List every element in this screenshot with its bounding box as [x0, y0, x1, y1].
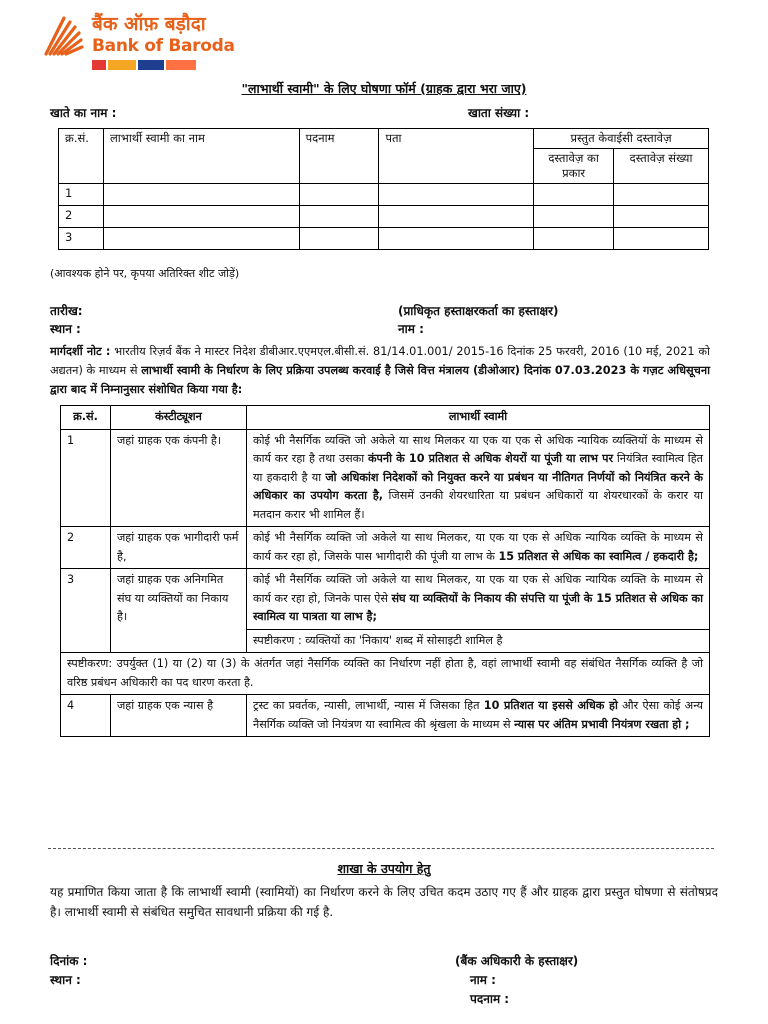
row-number: 1: [59, 184, 104, 206]
constitution-cell: जहां ग्राहक एक न्यास है: [111, 695, 247, 737]
header-designation: पदनाम: [299, 129, 379, 184]
header-constitution: कंस्टीट्यूशन: [111, 406, 247, 430]
signatory-name-label: नाम :: [398, 322, 424, 336]
constitution-table: [60, 405, 710, 737]
description-cell: [247, 569, 710, 630]
desc-text: कोई भी नैसर्गिक व्यक्ति जो अकेले या साथ मिलकर, या एक या एक से अधिक न्यायिक व्यक्ति के माध्यम से कार्य कर रहा हो, जिसके पास भागीदारी की पूंजी या लाभ के: [253, 531, 703, 563]
doc-type-cell[interactable]: [534, 206, 614, 228]
header-sno: क्र.सं.: [59, 129, 104, 184]
authorized-signature-label: (प्राधिकृत हस्ताक्षरकर्ता का हस्ताक्षर): [398, 304, 559, 318]
guidance-label: मार्गदर्शी नोट :: [50, 345, 111, 358]
bank-logo: [40, 12, 240, 74]
officer-name-label: नाम :: [470, 973, 496, 987]
header-beneficial-owner: लाभार्थी स्वामी: [247, 406, 710, 430]
logo-english-text: Bank of Baroda: [92, 36, 235, 56]
header-doc-type: दस्तावेज़ का प्रकार: [534, 149, 614, 184]
table-row: [59, 184, 709, 206]
header-sno: क्र.सं.: [61, 406, 111, 430]
address-cell[interactable]: [379, 206, 534, 228]
form-title: "लाभार्थी स्वामी" के लिए घोषणा फॉर्म (ग्राहक द्वारा भरा जाए): [241, 81, 527, 96]
badge-orange: [166, 60, 196, 70]
desc-text-bold: न्यास पर अंतिम प्रभावी नियंत्रण रखता हो ;: [514, 717, 690, 731]
table-row: [61, 527, 710, 569]
logo-hindi-text: बैंक ऑफ़ बड़ौदा: [92, 13, 206, 35]
header-kyc: प्रस्तुत केवाईसी दस्तावेज़: [534, 129, 709, 149]
row-number: 3: [61, 569, 111, 653]
description-cell: [247, 527, 710, 569]
badge-blue: [138, 60, 164, 70]
desc-text: जिसमें उनकी शेयरधारिता या प्रबंधन अधिकारों या शेयरधारकों के करार या मतदान करार भी शामिल हैं।: [253, 489, 703, 521]
description-cell: [247, 429, 710, 527]
branch-certificate-text: यह प्रमाणित किया जाता है कि लाभार्थी स्वामी (स्वामियों) का निर्धारण करने के लिए उचित कदम उठाए गए हैं और ग्राहक द्वारा प्रस्तुत घोषणा से संतोषप्रद है। लाभार्थी स्वामी से संबंधित समुचित सावधानी प्रक्रिया की गई है.: [50, 885, 718, 919]
owner-name-cell[interactable]: [103, 206, 299, 228]
header-owner-name: लाभार्थी स्वामी का नाम: [103, 129, 299, 184]
desc-text: कोई भी नैसर्गिक व्यक्ति जो अकेले या साथ मिलकर या एक या एक से अधिक न्यायिक व्यक्तियों के माध्यम से कार्य कर रहा है तथा उसका: [253, 433, 703, 465]
desc-text-bold: संघ या व्यक्तियों के निकाय की संपत्ति या पूंजी के 15 प्रतिशत से अधिक का स्वामित्व या पात्रता या लाभ है;: [253, 591, 703, 623]
row-number: 3: [59, 228, 104, 250]
guidance-note: [50, 342, 710, 399]
constitution-cell: जहां ग्राहक एक भागीदारी फर्म है,: [111, 527, 247, 569]
table-row: [59, 228, 709, 250]
row-number: 1: [61, 429, 111, 527]
bank-of-baroda-logo-icon: [40, 14, 84, 58]
table-row: [61, 429, 710, 527]
desc-text-bold: 10 प्रतिशत या इससे अधिक हो: [483, 699, 618, 712]
explanation-cell: स्पष्टीकरण : व्यक्तियों का 'निकाय' शब्द में सोसाइटी शामिल है: [247, 629, 710, 653]
constitution-cell: जहां ग्राहक एक अनिगमित संघ या व्यक्तियों का निकाय है।: [111, 569, 247, 653]
beneficial-owner-table: [58, 128, 709, 250]
owner-name-cell[interactable]: [103, 228, 299, 250]
row-number: 4: [61, 695, 111, 737]
row-number: 2: [59, 206, 104, 228]
description-cell: [247, 695, 710, 737]
table-row: [61, 695, 710, 737]
desc-text: ट्रस्ट का प्रवर्तक, न्यासी, लाभार्थी, न्यास में जिसका हित: [253, 699, 480, 712]
header-doc-number: दस्तावेज़ संख्या: [614, 149, 709, 184]
address-cell[interactable]: [379, 228, 534, 250]
badge-red: [92, 60, 106, 70]
place-label: स्थान :: [50, 322, 81, 336]
header-address: पता: [379, 129, 534, 184]
desc-text: और ऐसा कोई अन्य नैसर्गिक व्यक्ति जो नियंत्रण या स्वामित्व की श्रृंखला के माध्यम से: [253, 699, 704, 731]
guidance-text-bold: लाभार्थी स्वामी के निर्धारण के लिए प्रक्रिया उपलब्ध करवाई है जिसे वित्त मंत्रालय (डीओआर) दिनांक 07.03.2023 के गज़ट अधिसूचना द्वारा बाद में निम्नानुसार संशोधित किया गया है:: [50, 364, 711, 396]
row-number: 2: [61, 527, 111, 569]
branch-place-label: स्थान :: [50, 973, 81, 987]
designation-cell[interactable]: [299, 206, 379, 228]
branch-use-heading: शाखा के उपयोग हेतु: [337, 861, 431, 876]
doc-number-cell[interactable]: [614, 206, 709, 228]
desc-text: नियंत्रित स्वामित्व हित या हकदारी है या: [253, 452, 704, 484]
officer-signature-label: (बैंक अधिकारी के हस्ताक्षर): [455, 954, 579, 968]
officer-designation-label: पदनाम :: [470, 992, 510, 1006]
designation-cell[interactable]: [299, 228, 379, 250]
address-cell[interactable]: [379, 184, 534, 206]
doc-type-cell[interactable]: [534, 184, 614, 206]
date-label: तारीख:: [50, 304, 83, 318]
clarification-row: स्पष्टीकरण: उपर्युक्त (1) या (2) या (3) के अंतर्गत जहां नैसर्गिक व्यक्ति का निर्धारण नहीं होता है, वहां लाभार्थी स्वामी वह संबंधित नैसर्गिक व्यक्ति है जो वरिष्ठ प्रबंधन अधिकारी का पद धारण करता है.: [61, 653, 710, 695]
branch-date-label: दिनांक :: [50, 954, 88, 968]
logo-badges: [92, 60, 196, 70]
doc-type-cell[interactable]: [534, 228, 614, 250]
doc-number-cell[interactable]: [614, 228, 709, 250]
desc-text: कोई भी नैसर्गिक व्यक्ति जो अकेले या साथ मिलकर, या एक या एक से अधिक न्यायिक व्यक्ति के माध्यम से कार्य कर रहा हो, जिनके पास ऐसे: [253, 573, 703, 605]
table-row: [59, 206, 709, 228]
desc-text-bold: कंपनी के 10 प्रतिशत से अधिक शेयरों या पूंजी या लाभ पर: [367, 452, 614, 465]
doc-number-cell[interactable]: [614, 184, 709, 206]
badge-yellow: [108, 60, 136, 70]
constitution-cell: जहां ग्राहक एक कंपनी है।: [111, 429, 247, 527]
guidance-text: भारतीय रिज़र्व बैंक ने मास्टर निदेश डीबीआर.एएमएल.बीसी.सं. 81/14.01.001/ 2015-16 दिनांक 25 फरवरी, 2016 (10 मई, 2021 को अद्यतन) के माध्यम से: [50, 345, 710, 377]
desc-text-bold: 15 प्रतिशत से अधिक का स्वामित्व / हकदारी है;: [498, 549, 699, 563]
additional-sheet-note: (आवश्यक होने पर, कृपया अतिरिक्त शीट जोड़ें): [50, 267, 240, 280]
table-row: [61, 569, 710, 630]
desc-text-bold: जो अधिकांश निदेशकों को नियुक्त करने या प्रबंधन या नीतिगत निर्णयों को नियंत्रित करने के अधिकार का उपयोग करता है,: [253, 470, 703, 502]
account-row: [50, 104, 730, 121]
account-name-label: खाते का नाम :: [50, 106, 117, 120]
separator-line: [48, 848, 714, 849]
owner-name-cell[interactable]: [103, 184, 299, 206]
designation-cell[interactable]: [299, 184, 379, 206]
account-number-label: खाता संख्या :: [468, 106, 530, 120]
